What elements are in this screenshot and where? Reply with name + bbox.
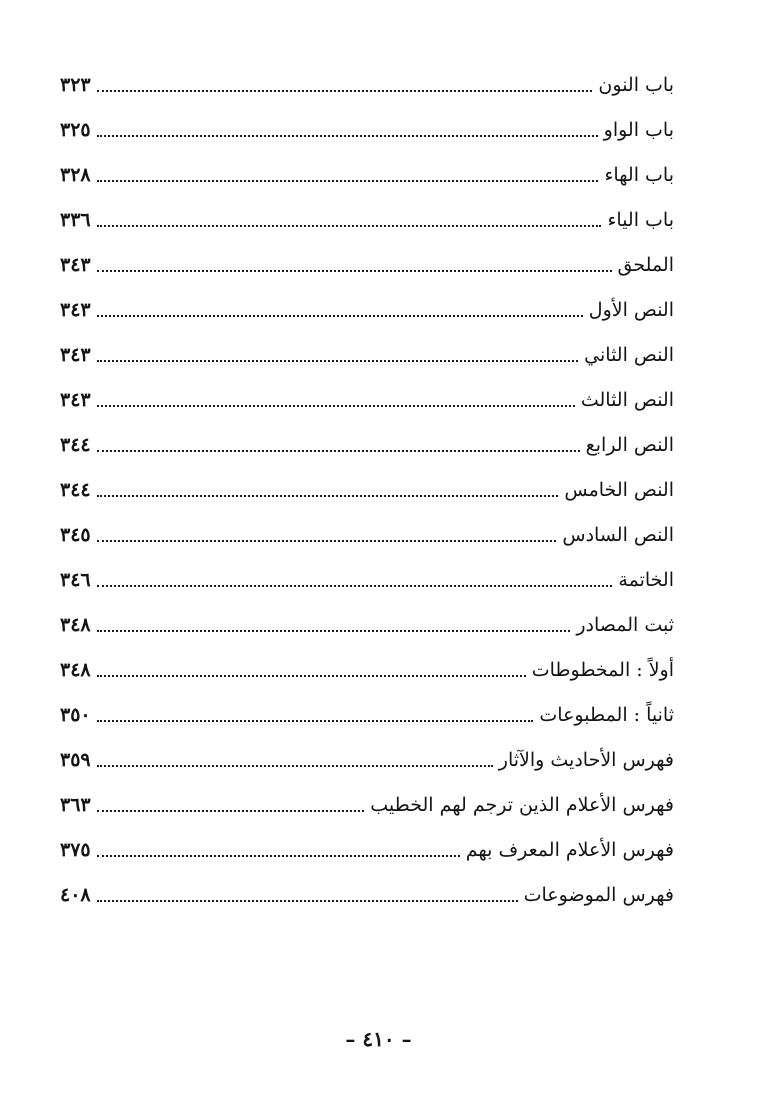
- dot-leader: [97, 855, 460, 857]
- dot-leader: [97, 450, 580, 452]
- dot-leader: [97, 405, 575, 407]
- toc-row: [60, 423, 674, 468]
- toc-entry-title: فهرس الأحاديث والآثار: [498, 749, 674, 771]
- toc-entry-title: باب الياء: [607, 209, 674, 231]
- toc-entry-page: ٣٧٥: [60, 839, 91, 861]
- toc-entry-title: الملحق: [617, 254, 674, 276]
- toc-entry-title: باب النون: [598, 74, 674, 96]
- dot-leader: [97, 360, 579, 362]
- toc-entry-page: ٣٤٤: [60, 479, 91, 501]
- dot-leader: [97, 225, 602, 227]
- toc-row: [60, 513, 674, 558]
- toc-entry-page: ٣٤٣: [60, 254, 91, 276]
- toc-entry-title: فهرس الموضوعات: [523, 884, 674, 906]
- page-number: – ٤١٠ –: [345, 1027, 412, 1051]
- toc-entry-title: ثانياً : المطبوعات: [539, 704, 674, 726]
- toc-row: [60, 198, 674, 243]
- toc-entry-title: النص الرابع: [585, 434, 674, 456]
- toc-entry-page: ٣٤٤: [60, 434, 91, 456]
- toc-entry-page: ٣٦٣: [60, 794, 91, 816]
- toc-entry-page: ٣٤٣: [60, 389, 91, 411]
- toc-entry-title: باب الواو: [603, 119, 674, 141]
- toc-entry-title: الخاتمة: [618, 569, 674, 591]
- toc-entry-page: ٣٢٣: [60, 74, 91, 96]
- toc-row: [60, 873, 674, 918]
- toc-row: [60, 153, 674, 198]
- toc-entry-title: فهرس الأعلام الذين ترجم لهم الخطيب: [370, 794, 674, 816]
- dot-leader: [97, 315, 583, 317]
- dot-leader: [97, 900, 518, 902]
- toc-row: [60, 828, 674, 873]
- toc-row: [60, 63, 674, 108]
- toc-row: [60, 603, 674, 648]
- toc-entry-page: ٣٤٨: [60, 614, 91, 636]
- toc-entry-title: النص الأول: [588, 299, 674, 321]
- toc-entry-page: ٣٥٩: [60, 749, 91, 771]
- toc-entry-page: ٤٠٨: [60, 884, 91, 906]
- toc-row: [60, 648, 674, 693]
- dot-leader: [97, 810, 365, 812]
- dot-leader: [97, 765, 493, 767]
- toc-entry-title: النص السادس: [562, 524, 674, 546]
- dot-leader: [97, 720, 534, 722]
- dot-leader: [97, 675, 526, 677]
- dot-leader: [97, 495, 559, 497]
- toc-entry-page: ٣٤٥: [60, 524, 91, 546]
- dot-leader: [97, 90, 593, 92]
- toc-entry-page: ٣٤٣: [60, 299, 91, 321]
- toc-row: [60, 243, 674, 288]
- toc-entry-page: ٣٤٦: [60, 569, 91, 591]
- toc-entry-title: النص الثاني: [584, 344, 674, 366]
- toc-row: [60, 108, 674, 153]
- toc-row: [60, 783, 674, 828]
- toc-row: [60, 468, 674, 513]
- toc-entry-title: ثبت المصادر: [576, 614, 674, 636]
- table-of-contents: [60, 63, 674, 918]
- dot-leader: [97, 270, 612, 272]
- toc-row: [60, 738, 674, 783]
- dot-leader: [97, 180, 599, 182]
- dot-leader: [97, 540, 557, 542]
- toc-entry-page: ٣٢٨: [60, 164, 91, 186]
- toc-entry-title: أولاً : المخطوطات: [531, 659, 674, 681]
- toc-entry-page: ٣٥٠: [60, 704, 91, 726]
- toc-entry-page: ٣٤٨: [60, 659, 91, 681]
- dot-leader: [97, 135, 598, 137]
- dot-leader: [97, 585, 613, 587]
- toc-entry-title: النص الخامس: [564, 479, 674, 501]
- toc-entry-title: النص الثالث: [580, 389, 674, 411]
- toc-entry-page: ٣٣٦: [60, 209, 91, 231]
- toc-row: [60, 333, 674, 378]
- toc-row: [60, 693, 674, 738]
- toc-entry-page: ٣٤٣: [60, 344, 91, 366]
- toc-row: [60, 288, 674, 333]
- toc-row: [60, 558, 674, 603]
- toc-row: [60, 378, 674, 423]
- toc-entry-title: فهرس الأعلام المعرف بهم: [465, 839, 674, 861]
- toc-entry-title: باب الهاء: [604, 164, 674, 186]
- dot-leader: [97, 630, 571, 632]
- toc-entry-page: ٣٢٥: [60, 119, 91, 141]
